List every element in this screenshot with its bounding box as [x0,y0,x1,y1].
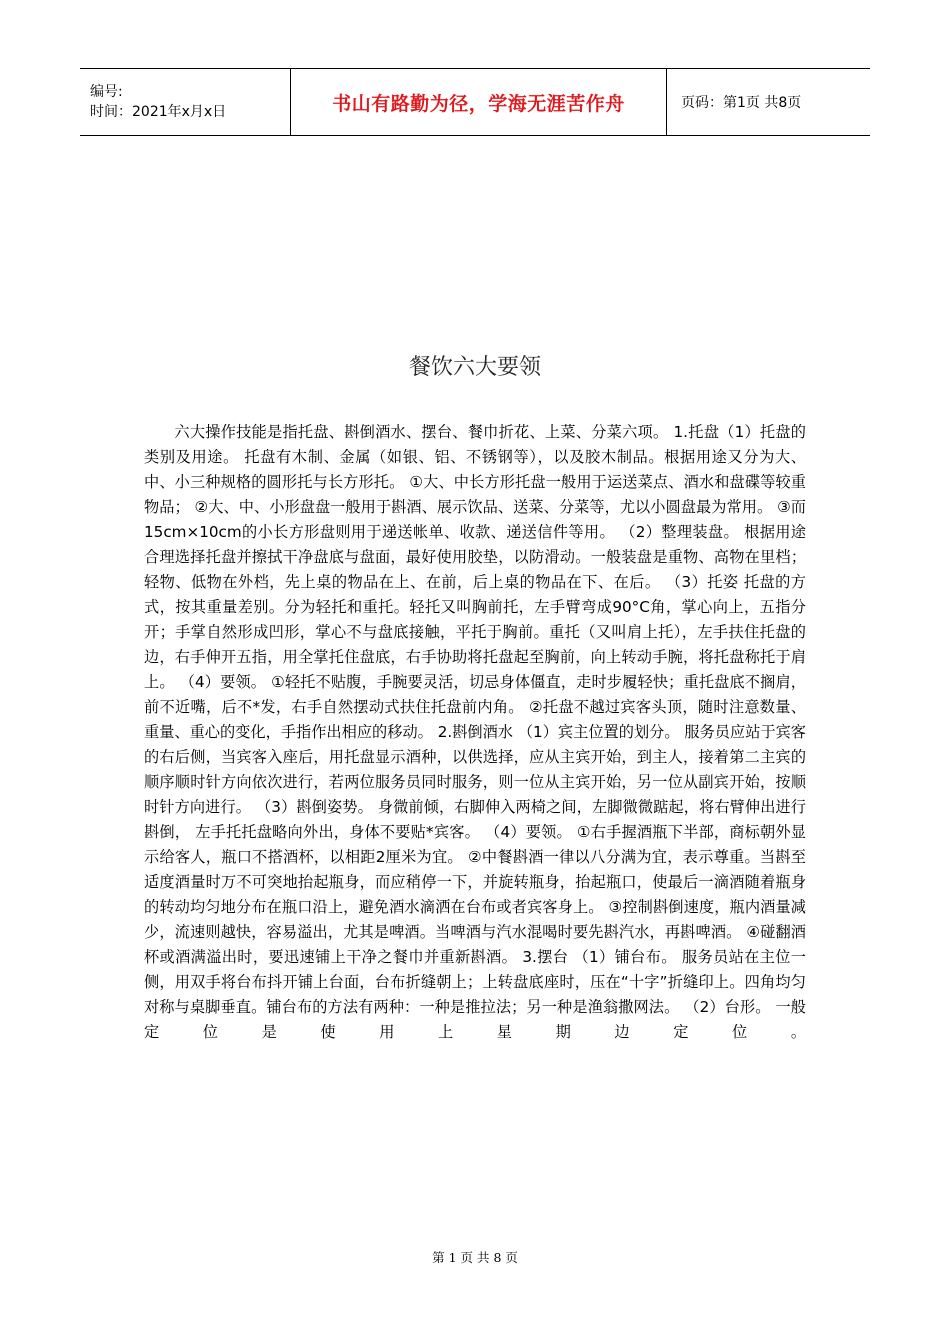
document-header [80,68,870,136]
page-footer: 第 1 页 共 8 页 [432,1250,518,1265]
header-middle-cell [291,69,667,136]
number-label: 编号: [90,84,123,100]
body-paragraph: 六大操作技能是指托盘、斟倒酒水、摆台、餐巾折花、上菜、分菜六项。 1.托盘（1）托盘的类别及用途。 托盘有木制、金属（如银、铝、不锈钢等），以及胶木制品。根据用途又分为大、中、小三种规格的圆形托与长方形托。 ①大、中长方形托盘一般用于运送菜点、酒水和盘碟等较重物品； ②大、中、小形盘盘一般用于斟酒、展示饮品、送菜、分菜等，尤以小圆盘最为常用。 ③而15cm×10cm的小长方形盘则用于递送帐单、收款、递送信件等用。 （2）整理装盘。 根据用途合理选择托盘并擦拭干净盘底与盘面，最好使用胶垫，以防滑动。一般装盘是重物、高物在里档；轻物、低物在外档，先上桌的物品在上、在前，后上桌的物品在下、在后。 （3）托姿 托盘的方式，按其重量差别。分为轻托和重托。轻托又叫胸前托，左手臂弯成90°C角，掌心向上，五指分开；手掌自然形成凹形，掌心不与盘底接触，平托于胸前。重托（又叫肩上托），左手扶住托盘的边，右手伸开五指，用全掌托住盘底，右手协助将托盘起至胸前，向上转动手腕，将托盘称托于肩上。 （4）要领。 ①轻托不贴腹，手腕要灵活，切忌身体僵直，走时步履轻快；重托盘底不搁肩，前不近嘴，后不*发，右手自然摆动式扶住托盘前内角。 ②托盘不越过宾客头顶，随时注意数量、重量、重心的变化，手指作出相应的移动。 2.斟倒酒水 （1）宾主位置的划分。 服务员应站于宾客的右后侧，当宾客入座后，用托盘显示酒种，以供选择，应从主宾开始，到主人，接着第二主宾的顺序顺时针方向依次进行，若两位服务员同时服务，则一位从主宾开始，另一位从副宾开始，按顺时针方向进行。 （3）斟倒姿势。 身微前倾，右脚伸入两椅之间，左脚微微踮起，将右臂伸出进行斟倒， 左手托托盘略向外出，身体不要贴*宾客。 （4）要领。 ①右手握酒瓶下半部，商标朝外显示给客人，瓶口不搭酒杯，以相距2厘米为宜。 ②中餐斟酒一律以八分满为宜，表示尊重。当斟至适度酒量时万不可突地抬起瓶身，而应稍停一下，并旋转瓶身，抬起瓶口，使最后一滴酒随着瓶身的转动均匀地分布在瓶口沿上，避免酒水滴洒在台布或者宾客身上。 ③控制斟倒速度，瓶内酒量减少，流速则越快，容易溢出，尤其是啤酒。当啤酒与汽水混喝时要先斟汽水，再斟啤酒。 ④碰翻酒杯或酒满溢出时，要迅速铺上干净之餐巾并重新斟酒。 3.摆台 （1）铺台布。 服务员站在主位一侧，用双手将台布抖开铺上台面，台布折缝朝上；上转盘底座时，压在“十字”折缝印上。四角均匀对称与桌脚垂直。铺台布的方法有两种：一种是推拉法；另一种是渔翁撒网法。 （2）台形。 一般定位是使用上星期边定位。 [144,423,806,1041]
header-right-cell [667,69,871,136]
header-left-cell [80,69,291,136]
page-title: 餐饮六大要领 [408,355,541,380]
time-label: 时间：2021年x月x日 [90,104,227,120]
page-info: 页码：第1页 共8页 [681,95,802,111]
motto-text: 书山有路勤为径，学海无涯苦作舟 [332,92,625,115]
